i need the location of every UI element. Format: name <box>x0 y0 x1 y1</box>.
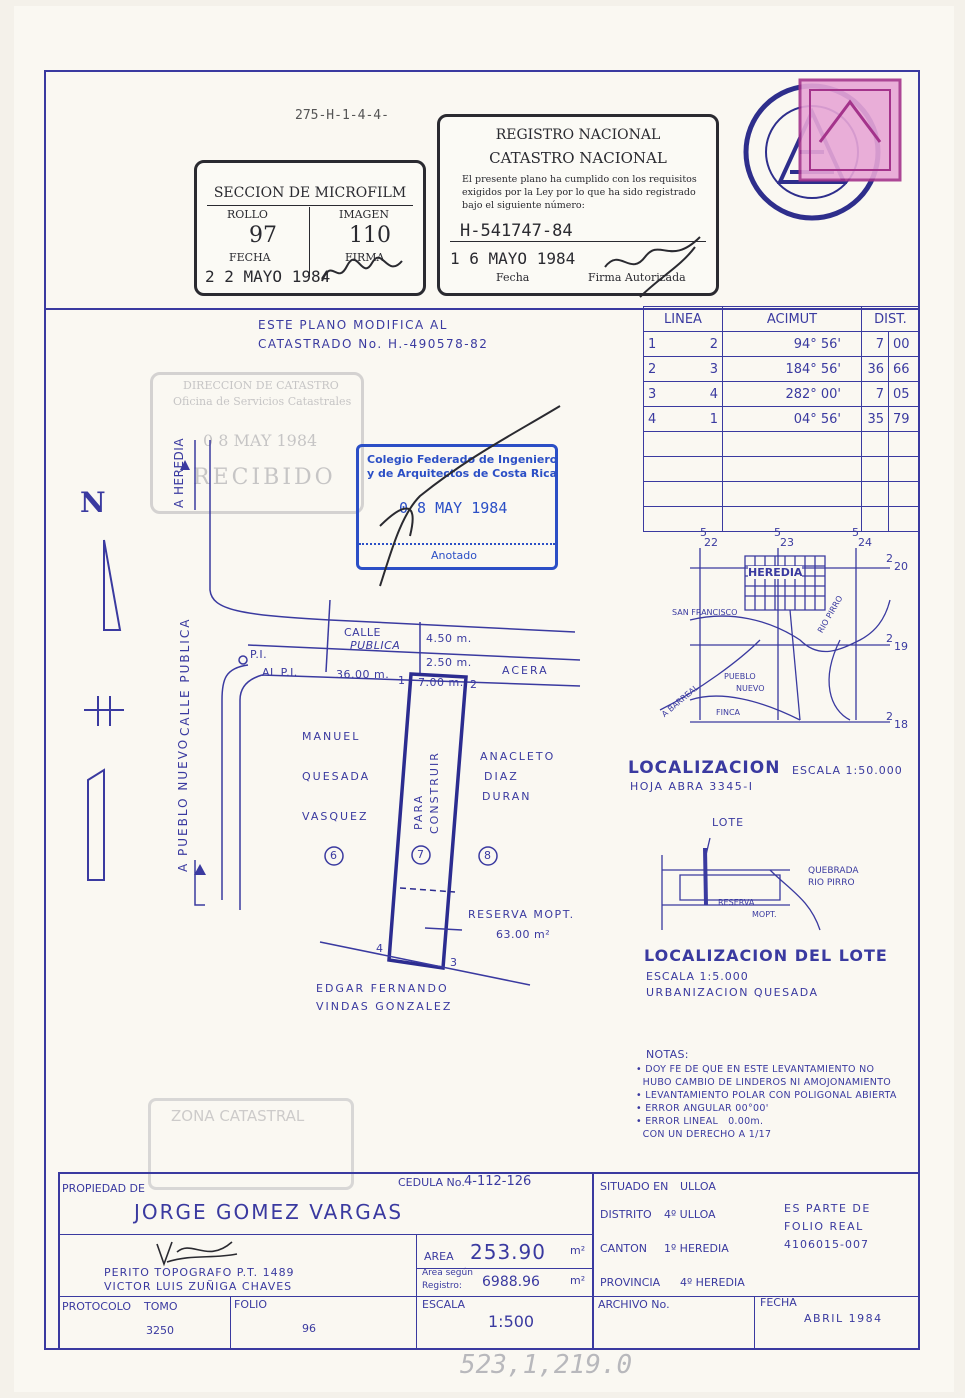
tb-row1-rule <box>58 1234 592 1235</box>
pi-marker-icon <box>239 656 247 664</box>
row-dist-m: 35 <box>862 407 889 432</box>
fecha-label: FECHA <box>229 251 271 264</box>
tb-folio-rule <box>230 1296 231 1348</box>
grid-x3-top: 5 <box>852 526 859 539</box>
row-from: 1 <box>648 336 657 352</box>
registro-fecha-label: Fecha <box>496 271 530 284</box>
owner-bottom-1: EDGAR FERNANDO <box>316 982 449 995</box>
row-dist-m: 7 <box>862 332 889 357</box>
archivo-label: ARCHIVO No. <box>598 1298 670 1311</box>
point-3: 3 <box>450 956 458 969</box>
grid-x3: 24 <box>858 536 872 549</box>
calle-publica-vertical: CALLE PUBLICA <box>178 617 192 736</box>
registro-area-value: 6988.96 <box>482 1274 540 1290</box>
provincia-label: PROVINCIA <box>600 1276 661 1289</box>
lote-label: LOTE <box>712 816 745 829</box>
row-dist-m: 36 <box>862 357 889 382</box>
registro-area-unit: m² <box>570 1274 586 1287</box>
tb-left-rule <box>58 1172 60 1348</box>
lot-6-label: 6 <box>330 849 338 862</box>
escala-label: ESCALA <box>422 1298 466 1311</box>
rio-pirro-label: RIO PIRRO <box>816 594 845 635</box>
row-acimut: 282° 00' <box>723 382 862 407</box>
lot-8-label: 8 <box>484 849 492 862</box>
lotmap-reserva: RESERVA <box>718 898 755 907</box>
grid-y3: 18 <box>894 718 908 731</box>
notas-title: NOTAS: <box>646 1048 689 1061</box>
colegio-line1: Colegio Federado de Ingeniero <box>367 453 558 466</box>
dist-3600: 36.00 m. <box>336 668 390 681</box>
distrito-value: 4º ULLOA <box>664 1208 716 1221</box>
row-acimut: 94° 56' <box>723 332 862 357</box>
cedula-label: CEDULA No. <box>398 1176 465 1189</box>
owner-bottom-2: VINDAS GONZALEZ <box>316 1000 453 1013</box>
row-from: 3 <box>648 386 657 402</box>
row-acimut: 04° 56' <box>723 407 862 432</box>
para-label: PARA <box>412 793 425 830</box>
es-parte-label: ES PARTE DE <box>784 1202 871 1215</box>
fecha-value-tb: ABRIL 1984 <box>804 1312 883 1325</box>
zona-title: ZONA CATASTRAL <box>171 1107 305 1125</box>
area-segun-label: Area según <box>422 1268 473 1278</box>
publica-label: PUBLICA <box>350 639 401 652</box>
distrito-label: DISTRITO <box>600 1208 652 1221</box>
escala-value: 1:500 <box>488 1312 535 1331</box>
perito-line2: VICTOR LUIS ZUÑIGA CHAVES <box>104 1280 293 1293</box>
owner-right-1: ANACLETO <box>480 750 556 763</box>
row-dist-cm: 00 <box>889 332 920 357</box>
survey-header-acimut: ACIMUT <box>723 307 862 332</box>
area-value: 253.90 <box>470 1240 546 1264</box>
grid-y2-top: 2 <box>886 632 893 645</box>
registro-number: H-541747-84 <box>460 221 573 241</box>
san-francisco-label: SAN FRANCISCO <box>672 608 738 617</box>
a-pueblo-nuevo-label: A PUEBLO NUEVO <box>176 737 190 872</box>
modifica-line2: CATASTRADO No. H.-490578-82 <box>258 337 489 351</box>
fecha-label-tb: FECHA <box>760 1296 797 1309</box>
row-from: 4 <box>648 411 657 427</box>
quebrada-label: QUEBRADA <box>808 866 859 876</box>
row-acimut: 184° 56' <box>723 357 862 382</box>
registro-line2: CATASTRO NACIONAL <box>489 149 667 167</box>
loc-lote-urb: URBANIZACION QUESADA <box>646 986 819 999</box>
owner-left-1: MANUEL <box>302 730 361 743</box>
survey-header-dist: DIST. <box>862 307 920 332</box>
north-arrow-tail-icon <box>88 770 104 880</box>
reference-number: 275-H-1-4-4- <box>295 108 389 123</box>
tb-area-rule <box>416 1234 417 1348</box>
localizacion-escala: ESCALA 1:50.000 <box>792 764 903 777</box>
modifica-line1: ESTE PLANO MODIFICA AL <box>258 318 448 332</box>
colegio-date: 0 8 MAY 1984 <box>399 499 508 517</box>
situado-value: ULLOA <box>680 1180 716 1193</box>
tb-fecha-rule <box>754 1296 755 1348</box>
loc-lote-title: LOCALIZACION DEL LOTE <box>644 946 888 965</box>
grid-x2: 23 <box>780 536 794 549</box>
grid-y3-top: 2 <box>886 710 893 723</box>
row-to: 1 <box>709 411 718 427</box>
a-heredia-label: A HEREDIA <box>172 437 186 508</box>
lot-location-map <box>662 838 820 930</box>
north-arrow-icon <box>104 540 120 630</box>
microfilm-date: 2 2 MAYO 1984 <box>205 267 331 286</box>
owner-left-2: QUESADA <box>302 770 371 783</box>
row-dist-cm: 66 <box>889 357 920 382</box>
nota-3: • LEVANTAMIENTO POLAR CON POLIGONAL ABIERTA <box>636 1090 897 1101</box>
registro-text: El presente plano ha cumplido con los requisitos exigidos por la Ley por lo que ha sido registrado bajo el siguiente número: <box>462 174 697 211</box>
barreal-label: A BARREAL <box>660 683 701 719</box>
finca-label: FINCA <box>716 708 741 717</box>
canton-label: CANTON <box>600 1242 648 1255</box>
recibido-line2: Oficina de Servicios Catastrales <box>173 395 352 408</box>
tomo-label: TOMO <box>144 1300 178 1313</box>
row-to: 4 <box>709 386 718 402</box>
pueblo-label: PUEBLO <box>724 672 756 681</box>
recibido-date: 0 8 MAY 1984 <box>203 431 318 450</box>
loc-lote-escala: ESCALA 1:5.000 <box>646 970 749 983</box>
folio-real-value: 4106015-007 <box>784 1238 869 1251</box>
nota-4: • ERROR ANGULAR 00°00' <box>636 1103 769 1114</box>
cedula-value: 4-112-126 <box>464 1174 532 1189</box>
recibido-line1: DIRECCION DE CATASTRO <box>183 379 339 392</box>
road-edge <box>210 440 575 632</box>
point-1: 1 <box>398 674 406 687</box>
localizacion-title: LOCALIZACION <box>628 758 781 778</box>
lotmap-mopt: MOPT. <box>752 910 777 919</box>
row-dist-cm: 05 <box>889 382 920 407</box>
canton-value: 1º HEREDIA <box>664 1242 729 1255</box>
folio-label: FOLIO <box>234 1298 268 1311</box>
perito-line1: PERITO TOPOGRAFO P.T. 1489 <box>104 1266 295 1279</box>
nota-1: • DOY FE DE QUE EN ESTE LEVANTAMIENTO NO <box>636 1064 875 1075</box>
heredia-label: HEREDIA <box>748 566 803 579</box>
folio-real-label: FOLIO REAL <box>784 1220 864 1233</box>
owner-right-2: DIAZ <box>484 770 519 783</box>
rollo-value: 97 <box>249 223 277 248</box>
nota-5: • ERROR LINEAL 0.00m. <box>636 1116 764 1127</box>
acera-label: ACERA <box>502 664 549 677</box>
colegio-anotado: Anotado <box>431 549 477 562</box>
area-unit: m² <box>570 1244 586 1257</box>
imagen-value: 110 <box>349 223 391 248</box>
row-to: 2 <box>709 336 718 352</box>
row-dist-m: 7 <box>862 382 889 407</box>
arrow-pueblo-icon <box>194 864 206 875</box>
propiedad-label: PROPIEDAD DE <box>62 1182 145 1195</box>
rollo-label: ROLLO <box>227 208 268 221</box>
grid-y2: 19 <box>894 640 908 653</box>
dist-700: 7.00 m. <box>418 676 464 689</box>
lot-7-label: 7 <box>417 848 425 861</box>
grid-y1: 20 <box>894 560 908 573</box>
owner-right-3: DURAN <box>482 790 532 803</box>
row-to: 3 <box>709 361 718 377</box>
perito-signature <box>152 1234 242 1270</box>
grid-y1-top: 2 <box>886 552 893 565</box>
pi-label: P.I. <box>250 648 268 661</box>
area-label: AREA <box>424 1250 454 1263</box>
registro-firma-label: Firma Autorizada <box>588 271 686 284</box>
situado-label: SITUADO EN <box>600 1180 669 1193</box>
tb-mid-rule <box>592 1172 594 1348</box>
dist-450: 4.50 m. <box>426 632 472 645</box>
lotmap-rio-pirro: RIO PIRRO <box>808 878 855 888</box>
point-2: 2 <box>470 678 478 691</box>
row-dist-cm: 79 <box>889 407 920 432</box>
nota-2: HUBO CAMBIO DE LINDEROS NI AMOJONAMIENTO <box>636 1077 892 1088</box>
folio-value: 96 <box>302 1322 316 1335</box>
nota-6: CON UN DERECHO A 1/17 <box>636 1129 772 1140</box>
microfilm-title: SECCION DE MICROFILM <box>213 185 407 201</box>
owner-name: JORGE GOMEZ VARGAS <box>134 1200 404 1224</box>
al-pi-label: AL P.I. <box>262 666 298 679</box>
owner-left-3: VASQUEZ <box>302 810 369 823</box>
firma-label: FIRMA <box>345 251 385 264</box>
grid-x1: 22 <box>704 536 718 549</box>
reserva-line <box>400 888 455 892</box>
row-from: 2 <box>648 361 657 377</box>
calle-label: CALLE <box>344 626 381 639</box>
registro-area-label: Registro: <box>422 1281 462 1291</box>
north-label: N <box>80 486 106 519</box>
grid-x1-top: 5 <box>700 526 707 539</box>
dist-250: 2.50 m. <box>426 656 472 669</box>
point-4: 4 <box>376 942 384 955</box>
colegio-line2: y de Arquitectos de Costa Rica <box>367 467 558 480</box>
construir-label: CONSTRUIR <box>428 751 441 834</box>
registro-line1: REGISTRO NACIONAL <box>495 127 661 143</box>
road-break-icon <box>84 696 124 726</box>
reserva-label: RESERVA MOPT. <box>468 908 575 921</box>
tomo-value: 3250 <box>146 1324 174 1337</box>
imagen-label: IMAGEN <box>339 208 389 221</box>
nuevo-label: NUEVO <box>736 684 765 693</box>
handwritten-number: 523,1,219.0 <box>460 1350 633 1380</box>
registro-date: 1 6 MAYO 1984 <box>450 249 576 268</box>
recibido-word: RECIBIDO <box>193 465 336 490</box>
reserva-area: 63.00 m² <box>496 928 551 941</box>
provincia-value: 4º HEREDIA <box>680 1276 745 1289</box>
protocolo-label: PROTOCOLO <box>62 1300 132 1313</box>
localizacion-hoja: HOJA ABRA 3345-I <box>630 780 754 793</box>
survey-header-linea: LINEA <box>644 307 723 332</box>
grid-x2-top: 5 <box>774 526 781 539</box>
